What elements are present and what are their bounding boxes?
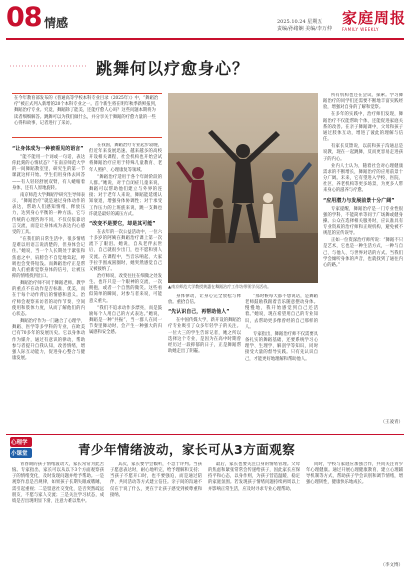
article-paragraph: 在去年的一次公益活动中，一位六十多岁的阿姨在舞蹈治疗课上第一次流下了眼泪。她说，自从老伴去世后，自己就很少出门，也不愿和别人交流。在课程中，当音乐响起、大家手拉手围成圆圈时，她突然感觉自己又被接纳了。 xyxy=(89,229,162,272)
badge-top-label: 心理学 xyxy=(11,440,28,446)
article-subhead: “让身体成为一种被看见的语言” xyxy=(12,146,84,152)
article-paragraph: 业内人士认为，随着社会对心理健康需求的不断增长，舞蹈治疗的应用前景十分广阔。未来，它有望进入学校、医院、社区、养老机构等更多场景，为更多人带来身心的滋养与疗愈。 xyxy=(323,163,403,194)
article-paragraph: 治疗师说，改变往往在细微之处发生。也许只是一个眼神的交流，一次拥抱，或者一个自然的微笑。这些看似简单的瞬间，对参与者来说，可能意义重大。 xyxy=(89,273,162,304)
article-headline: 跳舞何以疗愈身心？ xyxy=(96,59,250,78)
article-paragraph: 舞蹈治疗作为一门融合了心理学、舞蹈、医学等多学科的专业，在欧美已有70多年的发展历史。它以身体动作为媒介，通过有意识的律动，帮助参与者提升自我认知，改善情绪，增强人际互动能力，促进身心整合与健康发展。 xyxy=(12,319,85,361)
article-paragraph: 在多年的实践中，治疗师们发现，舞蹈治疗不仅能帮助个体，还能促进家庭关系的改善。在亲子舞蹈课中，父母和孩子通过肢体互动，增进了彼此的理解与信任。 xyxy=(323,112,403,143)
headline-ornament-left xyxy=(10,62,90,70)
article-subhead: “先认识自己，再帮助他人” xyxy=(168,309,230,316)
dance-photo-illustration xyxy=(168,93,318,283)
issue-date: 2025.10.24 星期五 xyxy=(277,19,323,25)
bottom-headline: 青少年情绪波动，家长可从3方面观察 xyxy=(78,442,296,457)
bottom-divider xyxy=(6,434,404,435)
photo-caption: ▲南京师范大学教授黄惠在舞蹈治疗工作坊带领学员活动。 xyxy=(168,284,272,289)
article-paragraph: “能不能用一个词或一句话，表达你此刻的心情状态？”在南京师范大学的一间舞蹈教室里，研究生的第一节课就这样开始。学生们用身体去回答——有人轻轻舒展双臂，有人蜷缩着身体，还有人原地旋转。 xyxy=(12,155,85,191)
article-paragraph: 在我国，舞蹈治疗专业起步较晚，但近年来发展迅速。越来越多的高校开设相关课程，社会机构也开始尝试将舞蹈治疗应用于特殊儿童教育、老年人照护、心理康复等领域。 xyxy=(89,143,162,173)
article-paragraph: “舞蹈治疗适用于各个年龄阶段的人群。”她说，对于自闭症儿童来说，舞蹈可以帮助他们建立与外界的连接；对于老年人来说，舞蹈能延缓认知衰退，增强身体协调性；对于承受工作压力的上班族来说，跳一支舞也许就是最好的减压方式。 xyxy=(89,174,162,217)
article-column-2 xyxy=(89,143,162,426)
article-paragraph: “在我们的日常生活中，很多情绪是难以用语言说清楚的，但身体会记住。”她说，当一个人长期处于紧张和焦虑之中，肩膀会不自觉地耸起，呼吸也会变得短浅。而舞蹈治疗正是帮助人们重新觉察身体的信号，让被压抑的情绪找到出口。 xyxy=(12,237,85,279)
bottom-column-4: 同时，学校与家庭应加强合作，共同关注青少年心理健康。通过开展心理健康教育、建立心理辅导机制等方式，帮助孩子学会识别和调节情绪，增强心理韧性，健康快乐地成长。 xyxy=(306,462,403,486)
lead-text: 在今年教育部发布的《普通高等学校本科专业目录（2025年）》中，“舞蹈治疗”被正式列入新增的20个本科专业之一。首个新生将在明年秋季新鲜报到，舞蹈治疗专业。究竟，舞蹈除了能美，还能疗愈人心吗？这些问题本期将为读者细细解答。跳舞可以为我们做什么，并分享关于舞蹈的疗愈力量的一些心得和故事，记者进行了采访。 xyxy=(14,96,160,126)
article-subhead: “应用潜力与发展前景十分广阔” xyxy=(323,197,395,204)
article-paragraph: 所有机构也还在尝试、探索。学习舞蹈治疗的同学们还需要不断地丰富实践经验，增强对自身的了解和觉察。 xyxy=(323,93,403,111)
column-badge xyxy=(10,436,56,460)
article-column-1 xyxy=(12,143,85,426)
article-column-3 xyxy=(168,294,241,426)
article-paragraph: 专家指出，舞蹈治疗师不仅需要具备扎实的舞蹈基础，还要系统学习心理学、生理学、解剖学等知识，同时接受大量的督导实践。只有先认识自己，才能更好地理解和帮助他人。 xyxy=(245,331,318,362)
page-number: 08 xyxy=(6,2,42,33)
article-paragraph: 正如一位资深治疗师所说：“舞蹈不只是艺术，它也是一种生活方式，一种与自己、与他人、与世界对话的方式。当我们学会倾听身体的声音，也就找到了通往内心的路。” xyxy=(323,238,403,268)
article-column-4 xyxy=(323,93,403,418)
article-paragraph: “那时候每天都不想说话，是舞蹈老师鼓励我跟着音乐随意摆动身体。慢慢地，我开始感觉到自己还活着。”她说，现在希望用自己的专业知识，去帮助更多像曾经的自己那样的人。 xyxy=(245,294,318,330)
editor-credits: 责编/孙绪娴 美编/李万仲 xyxy=(277,26,332,32)
article-paragraph: 南京师范大学舞蹈学研究生导师表示，“舞蹈治疗”就是通过身体动作的表达，帮助人们感知情绪、释放压力，达到身心平衡的一种方法。它与传统的心理咨询不同，不仅仅依靠语言交流，而是让身体成为表达内心感受的工具。 xyxy=(12,192,85,235)
article-column-3b xyxy=(245,294,318,426)
masthead-divider xyxy=(6,38,404,40)
bottom-column-3: 最后，家长也要关注自身的情绪管理。父母的焦虑和紧张常常会传递给孩子，因此家长应保持平和心态，以身作则，为孩子营造温暖、稳定的家庭氛围。若发现孩子情绪问题持续两周以上并影响正常生活，应及时寻求专业心理帮助。 xyxy=(208,462,300,492)
section-name: 情感 xyxy=(44,16,69,30)
article-photo xyxy=(168,93,318,283)
article-author: （王凌青） xyxy=(380,420,403,425)
bottom-column-1: 青春期的孩子情绪波动大，家长常常为此苦恼。专家指出，家长可以从以下3个方面观察孩子的情绪变化，及时发现问题并给予帮助。一是观察作息是否规律，如果孩子长期失眠或嗜睡，需引起重视；二是留意社交变化，是否突然疏远朋友、不愿与家人交流；三是关注学习状态，成绩是否出现明显下滑、注意力难以集中。 xyxy=(12,462,104,504)
article-lead xyxy=(12,93,162,138)
article-paragraph: “我们不追求动作多漂亮，而是鼓励每个人用自己的方式表达。”她说，舞蹈是一种“共振”，当一群人在同一节奏里舞动时，会产生一种强大的归属感和安全感。 xyxy=(89,305,162,336)
paper-subtitle: FAMILY WEEKLY xyxy=(342,27,379,32)
article-subhead: “改变不是要它，却是其可能” xyxy=(89,220,156,227)
bottom-author: （李文博） xyxy=(380,563,403,568)
paper-name: 家庭周报 xyxy=(342,9,407,27)
badge-bottom-label: 小课堂 xyxy=(11,451,28,457)
article-paragraph: 有家长反馈说，以前和孩子沟通总是说教，现在一起跳舞，反而更容易走进孩子的内心。 xyxy=(323,144,403,162)
article-paragraph: 舞蹈治疗师不同于舞蹈老师。教学的重点不在动作是否标准、优美，而在于每个动作背后的情感和意义。治疗师会观察来访者的动作节奏、空间使用和肢体力度，从而了解他们的内心状态。 xyxy=(12,281,85,317)
article-paragraph: 身体律动，让身心完全放松与释放。重拾自信。 xyxy=(168,294,241,306)
date-line xyxy=(277,19,347,33)
bottom-column-2: 其次，家长要学会倾听，不急于评判。当孩子愿意表达时，耐心地听完，给予理解和支持；当孩子不愿开口时，也不要强迫，而是通过陪伴、共同活动等方式建立信任。亲子间的沟通不仅在于说了什么，更在于让孩子感受到被尊重和接纳。 xyxy=(110,462,202,498)
article-paragraph: 在中国传媒大学，新开设的舞蹈治疗专业吸引了众多年轻学子的关注。一位大三的学生告诉记者，她之所以选择这个专业，是因为在高中时期曾经历过一段抑郁的日子，正是舞蹈帮助她走出了阴霾。 xyxy=(168,318,241,355)
masthead xyxy=(0,0,410,44)
article-paragraph: 专家提醒，舞蹈治疗是一门专业性很强的学科，不能简单等同于广场舞或健身操。公众在选择相关服务时，应认准具有专业资质的治疗师和正规机构，避免被不规范的宣传误导。 xyxy=(323,206,403,237)
